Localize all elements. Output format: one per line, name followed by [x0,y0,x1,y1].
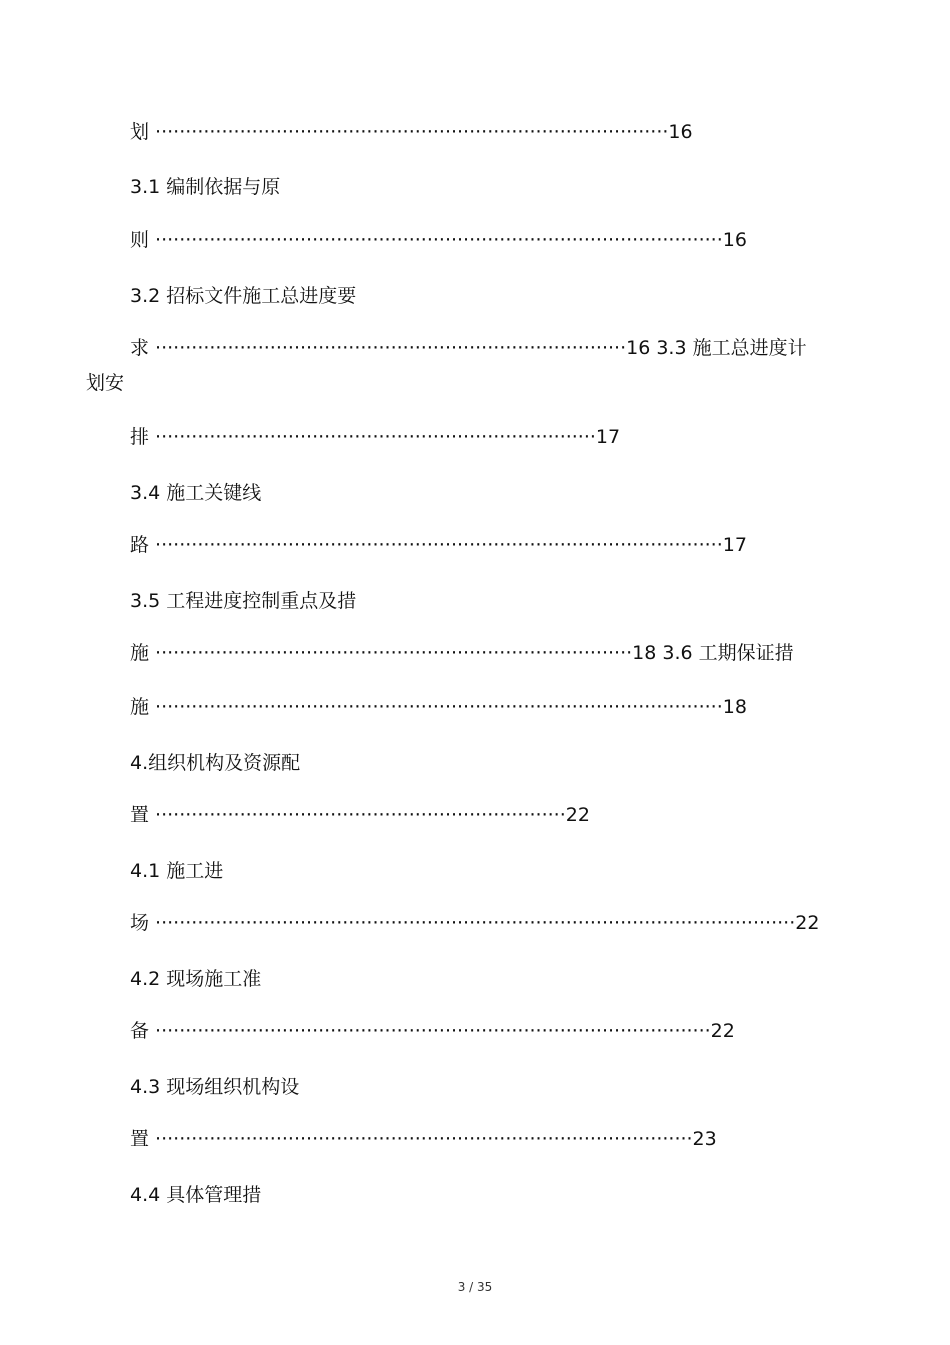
toc-line: 备 ····························································································22 [130,1020,735,1042]
page-number: 3 / 35 [457,1280,493,1294]
toc-line: 划安 [86,372,125,394]
toc-line: 划 ·····················································································16 [130,121,693,143]
toc-line: 路 ······························································································17 [130,534,747,556]
toc-line: 4.3 现场组织机构设 [130,1076,300,1098]
toc-line: 施 ···············································································18 3.6 工期保证措 [130,642,794,664]
toc-line: 场 ··········································································································22 [130,912,820,934]
toc-line: 3.2 招标文件施工总进度要 [130,285,357,307]
toc-line: 求 ··············································································16 3.3 施工总进度计 [130,337,807,359]
toc-line: 3.4 施工关键线 [130,482,262,504]
toc-line: 置 ·························································································23 [130,1128,717,1150]
toc-line: 4.1 施工进 [130,860,224,882]
toc-line: 则 ······························································································16 [130,229,747,251]
toc-line: 3.1 编制依据与原 [130,176,281,198]
toc-line: 4.2 现场施工准 [130,968,262,990]
toc-line: 施 ······························································································18 [130,696,747,718]
toc-line: 3.5 工程进度控制重点及措 [130,590,357,612]
toc-line: 4.组织机构及资源配 [130,752,301,774]
toc-line: 4.4 具体管理措 [130,1184,262,1206]
toc-line: 排 ·········································································17 [130,426,621,448]
toc-line: 置 ····································································22 [130,804,590,826]
